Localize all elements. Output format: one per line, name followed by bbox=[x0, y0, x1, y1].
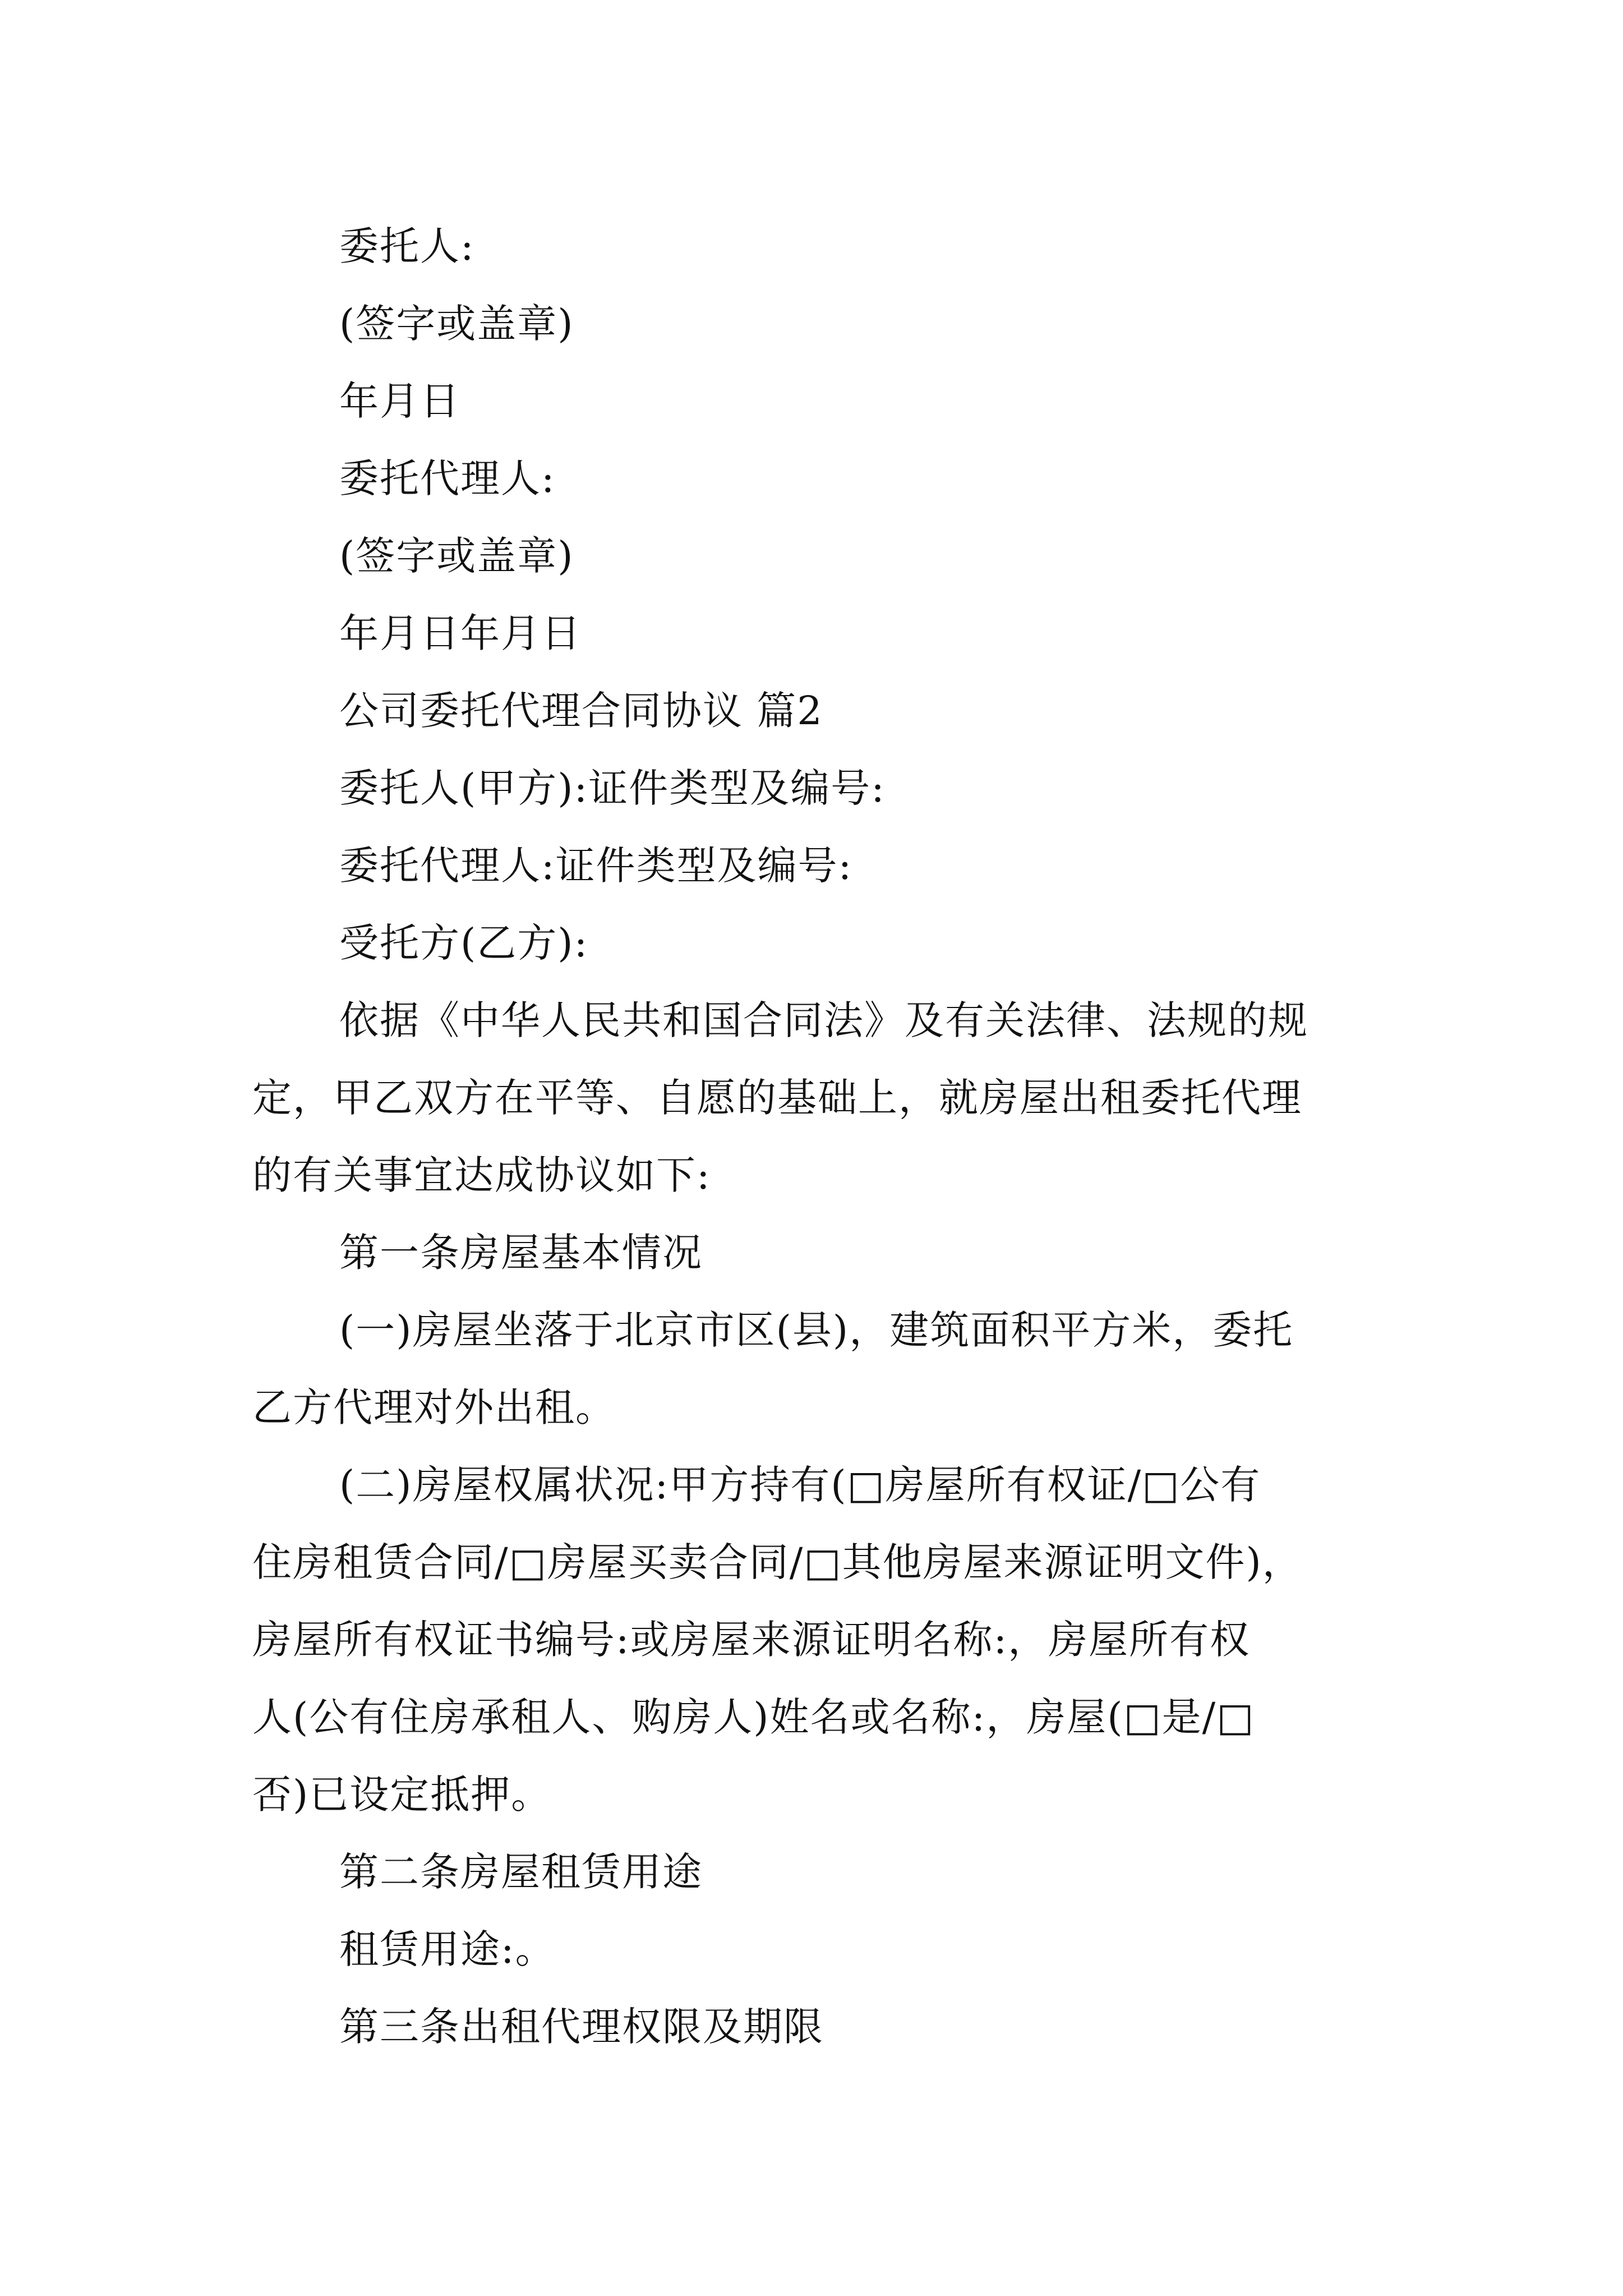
paragraph-line: (一)房屋坐落于北京市区(县)，建筑面积平方米，委托 bbox=[339, 1307, 1294, 1353]
paragraph-line: 乙方代理对外出租。 bbox=[252, 1384, 616, 1430]
date-line-2: 年月日年月日 bbox=[339, 610, 582, 656]
agent-id-line: 委托代理人:证件类型及编号: bbox=[339, 843, 853, 889]
usage-line: 租赁用途:。 bbox=[339, 1926, 556, 1972]
paragraph-line: 住房租赁合同/□房屋买卖合同/□其他房屋来源证明文件)， bbox=[252, 1539, 1303, 1585]
article-3-heading: 第三条出租代理权限及期限 bbox=[339, 2004, 824, 2050]
paragraph-line: 依据《中华人民共和国合同法》及有关法律、法规的规 bbox=[339, 997, 1308, 1043]
paragraph-line: 定，甲乙双方在平等、自愿的基础上，就房屋出租委托代理 bbox=[252, 1075, 1302, 1121]
signature-note-2: (签字或盖章) bbox=[339, 533, 574, 579]
paragraph-line: 的有关事宜达成协议如下: bbox=[252, 1152, 711, 1198]
paragraph-line: 否)已设定抵押。 bbox=[252, 1772, 552, 1818]
document-body bbox=[252, 208, 1385, 2065]
section-title: 公司委托代理合同协议 篇2 bbox=[339, 688, 823, 734]
signature-note: (签字或盖章) bbox=[339, 301, 574, 347]
article-2-heading: 第二条房屋租赁用途 bbox=[339, 1849, 703, 1895]
intro-paragraph bbox=[252, 982, 1385, 1214]
party-b-line: 受托方(乙方): bbox=[339, 920, 589, 966]
location-paragraph bbox=[252, 1291, 1385, 1446]
paragraph-line: (二)房屋权属状况:甲方持有(□房屋所有权证/□公有 bbox=[339, 1462, 1261, 1508]
principal-label: 委托人: bbox=[339, 223, 475, 269]
paragraph-line: 房屋所有权证书编号:或房屋来源证明名称:，房屋所有权 bbox=[252, 1617, 1251, 1663]
article-1-heading: 第一条房屋基本情况 bbox=[339, 1230, 703, 1276]
agent-label: 委托代理人: bbox=[339, 455, 556, 501]
ownership-paragraph bbox=[252, 1446, 1385, 1833]
date-line: 年月日 bbox=[339, 378, 460, 424]
paragraph-line: 人(公有住房承租人、购房人)姓名或名称:，房屋(□是/□ bbox=[252, 1694, 1255, 1740]
party-a-line: 委托人(甲方):证件类型及编号: bbox=[339, 765, 886, 811]
